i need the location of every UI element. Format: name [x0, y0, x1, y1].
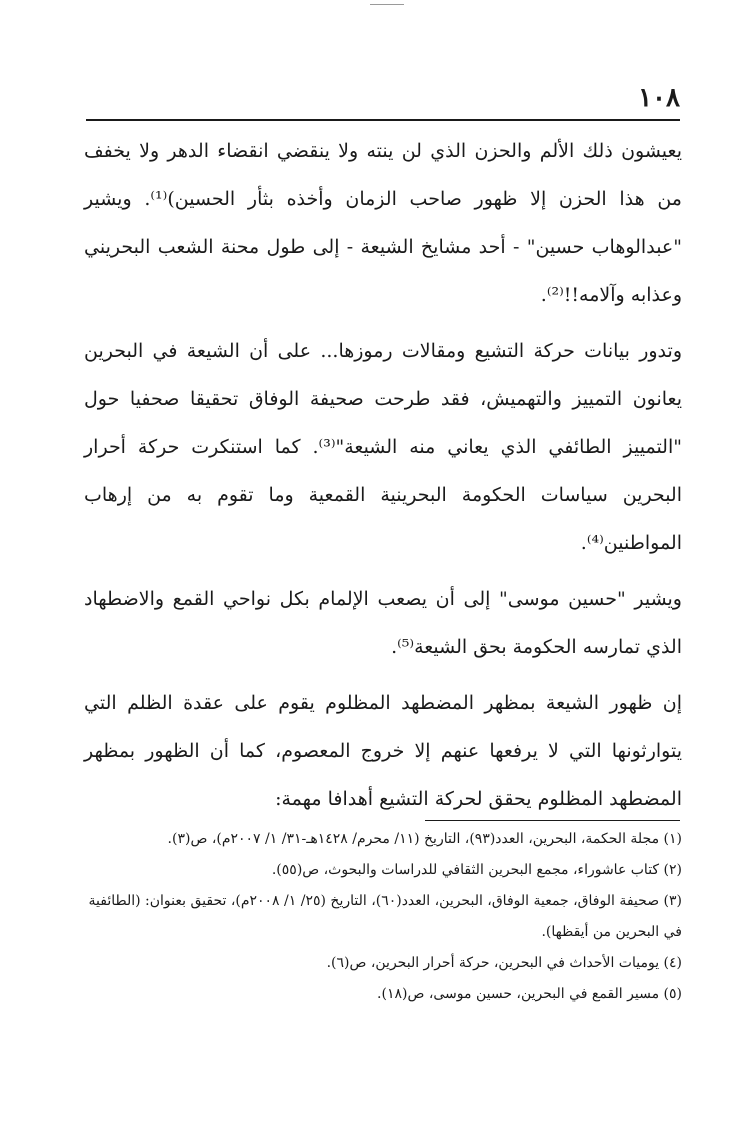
page-number: ١٠٨: [638, 83, 680, 113]
body-text: [84, 127, 682, 823]
page-header: [86, 82, 680, 118]
paragraph-1: يعيشون ذلك الألم والحزن الذي لن ينته ولا ينقضي انقضاء الدهر ولا يخفف من هذا الحزن إلا ظهور صاحب الزمان وأخذه بثأر الحسين)⁽¹⁾. ويشير "عبدالوهاب حسين" - أحد مشايخ الشيعة - إلى طول محنة الشعب البحريني وعذابه وآلامه!!⁽²⁾.: [84, 140, 682, 306]
paragraph-2: وتدور بيانات حركة التشيع ومقالات رموزها... على أن الشيعة في البحرين يعانون التمييز والتهميش، فقد طرحت صحيفة الوفاق تحقيقا صحفيا حول "التمييز الطائفي الذي يعاني منه الشيعة"⁽³⁾. كما استنكرت حركة أحرار البحرين سياسات الحكومة البحرينية القمعية وما تقوم به من إرهاب المواطنين⁽⁴⁾.: [84, 340, 682, 554]
footnote-1: (١) مجلة الحكمة، البحرين، العدد(٩٣)، التاريخ (١١/ محرم/ ١٤٢٨هـ-٣١/ ١/ ٢٠٠٧م)، ص(٣).: [167, 831, 682, 847]
header-rule: [86, 119, 680, 121]
paragraph-3: ويشير "حسين موسى" إلى أن يصعب الإلمام بكل نواحي القمع والاضطهاد الذي تمارسه الحكومة بحق الشيعة⁽⁵⁾.: [84, 588, 682, 658]
footnote-4: (٤) يوميات الأحداث في البحرين، حركة أحرار البحرين، ص(٦).: [326, 955, 682, 971]
footnote-2: (٢) كتاب عاشوراء، مجمع البحرين الثقافي للدراسات والبحوث، ص(٥٥).: [271, 862, 682, 878]
footnote-separator: [425, 820, 680, 821]
paragraph-4: إن ظهور الشيعة بمظهر المضطهد المظلوم يقوم على عقدة الظلم التي يتوارثونها التي لا يرفعها عنهم إلا خروج المعصوم، كما أن الظهور بمظهر المضطهد المظلوم يحقق لحركة التشيع أهدافا مهمة:: [84, 692, 682, 810]
footnote-5: (٥) مسير القمع في البحرين، حسين موسى، ص(١٨).: [377, 986, 682, 1002]
footnote-3: (٣) صحيفة الوفاق، جمعية الوفاق، البحرين، العدد(٦٠)، التاريخ (٢٥/ ١/ ٢٠٠٨م)، تحقيق بعنوان: (الطائفية في البحرين من أيقظها).: [88, 893, 682, 940]
footnotes: [84, 824, 682, 1010]
top-edge-mark: [370, 4, 404, 5]
